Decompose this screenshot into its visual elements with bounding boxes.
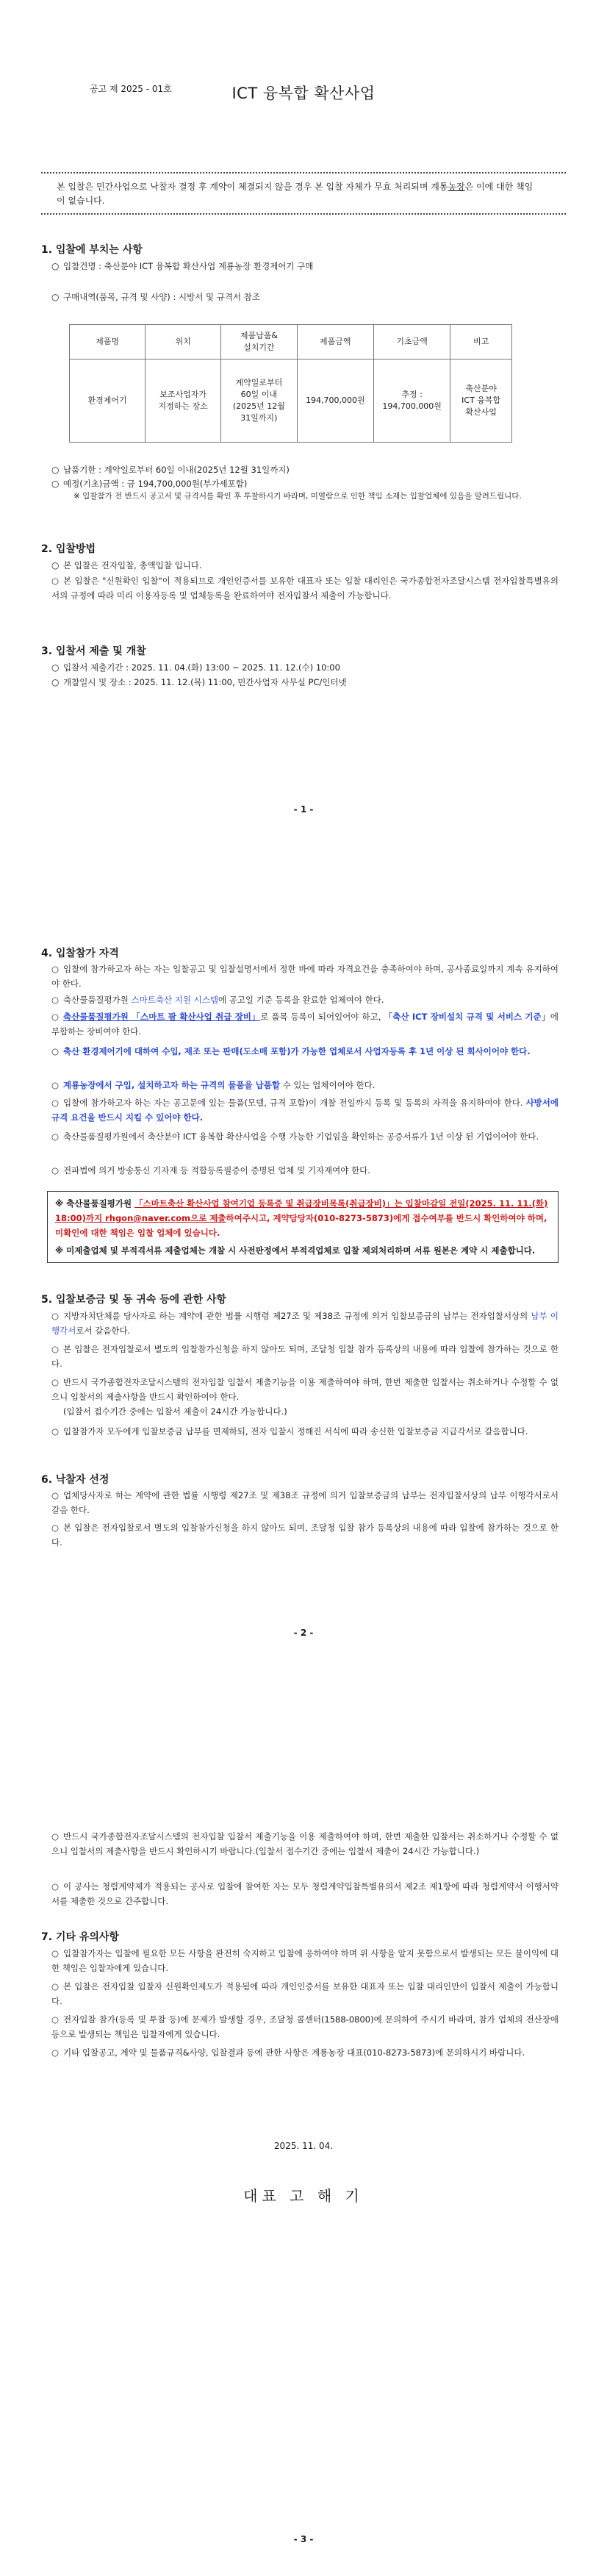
qualification-item: ○ 입찰에 참가하고자 하는 자는 공고문에 있는 물품(모델, 규격 포함)이 개찰 전일까지 등록 및 등록의 자격을 유지하여야 한다. 사방서에 규격 요건을 반드시 지킬 수 있어야 한다. — [51, 1095, 558, 1125]
page-number: - 3 - — [293, 2534, 314, 2544]
qualification-item: ○ 계룡농장에서 구입, 설치하고자 하는 규격의 물품을 납품할 수 있는 업체이어야 한다. — [51, 1078, 558, 1092]
method-item: ○ 본 입찰은 전자입찰, 총액입찰 입니다. — [51, 560, 202, 570]
table-cell: 환경제어기 — [70, 359, 146, 443]
qualification-item: ○ 축산 환경제어기에 대하여 수입, 제조 또는 판매(도소매 포함)가 가능한 업체로서 사업자등록 후 1년 이상 된 회사이어야 한다. — [51, 1044, 558, 1059]
qualification-item: ○ 전파법에 의거 방송통신 기자재 등 적합등록필증이 증명된 업체 및 기자재여야 한다. — [51, 1163, 558, 1178]
circle-bullet-icon: ○ — [51, 2014, 60, 2025]
circle-bullet-icon: ○ — [51, 1311, 60, 1321]
table-header: 제품금액 — [297, 325, 373, 359]
delivery-deadline: ○ 납품기한 : 계약일로부터 60일 이내(2025년 12월 31일까지) — [51, 465, 290, 475]
circle-bullet-icon: ○ — [51, 292, 60, 302]
section-4-heading: 4. 입찰참가 자격 — [41, 948, 119, 959]
notice-item: ○ 기타 입찰공고, 계약 및 물품규격&사양, 입찰결과 등에 관한 사항은 계룡농장 대표(010-8273-5873)에 문의하시기 바랍니다. — [51, 2045, 558, 2060]
table-header: 제품납품& 설치기간 — [221, 325, 298, 359]
winner-item: ○ 업체당사자로 하는 계약에 관한 법률 시행령 제27조 및 제38조 규정에 의거 입찰보증금의 납부는 전자입찰서상의 납부 이행각서로서 갈음 한다. — [51, 1488, 558, 1517]
document-date: 2025. 11. 04. — [273, 2141, 334, 2151]
divider-top — [41, 172, 566, 173]
circle-bullet-icon: ○ — [51, 964, 60, 974]
method-item: ○ 본 입찰은 "신원확인 입찰"이 적용되므로 개인인증서를 보유한 대표자 또는 입찰 대리인은 국가종합전자조달시스템 전자입찰특별유의서의 규정에 따라 미리 이용자등록 및 업체등록을 완료하여야 전자입찰서 제출이 가능합니다. — [51, 573, 558, 603]
notice-item: ○ 전자입찰 참가(등록 및 투찰 등)에 문제가 발생할 경우, 조달청 콜센터(1588-0800)에 문의하여 주시기 바라며, 참가 업체의 전산장애 등으로 발생되는 책임은 입찰자에게 있습니다. — [51, 2012, 558, 2042]
circle-bullet-icon: ○ — [51, 1080, 60, 1090]
circle-bullet-icon: ○ — [51, 1490, 60, 1500]
table-cell: 194,700,000원 — [297, 359, 373, 443]
deposit-item: ○ 본 입찰은 전자입찰로서 별도의 입찰참가신청을 하지 않아도 되며, 조달청 입찰 참가 등록상의 내용에 따라 입찰에 참가하는 것으로 한다. — [51, 1342, 558, 1371]
submission-instructions: ※ 축산물품질평가원 「스마트축산 확산사업 참여기업 등록증 및 취급장비목록(취급장비)」는 입찰마감일 전일(2025. 11. 11.(화) 18:00)까지 rhgon@naver.com으로 제출하여주시고, 계약담당자(010-8273-5873)에게 접수여부를 반드시 확인하여야 하며, 미확인에 대한 책임은 입찰 업체에 있습니다. — [55, 1198, 548, 1238]
opening-date: ○ 개찰일시 및 장소 : 2025. 11. 12.(목) 11:00, 민간사업자 사무실 PC/인터넷 — [51, 677, 347, 687]
intro-notice: 본 입찰은 민간사업으로 낙찰자 결정 후 계약이 체결되지 않을 경우 본 입찰 자체가 무효 처리되며 계통농장은 이에 대한 책임이 없습니다. — [57, 182, 534, 206]
purchase-detail: ○ 구매내역(품목, 규격 및 사양) : 시방서 및 규격서 참조 — [51, 292, 260, 302]
table-header: 비고 — [450, 325, 512, 359]
disqualification-notice: ※ 미제출업체 및 부적격서류 제출업체는 개찰 시 사전판정에서 부적격업체로 입찰 제외처리하며 서류 원본은 계약 시 제출합니다. — [55, 1245, 536, 1256]
circle-bullet-icon: ○ — [51, 2047, 60, 2058]
table-header: 제품명 — [70, 325, 146, 359]
circle-bullet-icon: ○ — [51, 1131, 60, 1142]
circle-bullet-icon: ○ — [51, 1098, 60, 1108]
deposit-item: ○ 입찰참가자 모두에게 입찰보증금 납부를 면제하되, 전자 입찰시 정해진 서식에 따라 송신한 입찰보증금 지급각서로 갈음합니다. — [51, 1424, 558, 1439]
document-title: ICT 융복합 확산사업 — [231, 85, 376, 102]
circle-bullet-icon: ○ — [51, 1523, 60, 1533]
table-header: 기초금액 — [373, 325, 450, 359]
spec-table — [69, 324, 512, 443]
circle-bullet-icon: ○ — [51, 479, 60, 489]
section-2-heading: 2. 입찰방법 — [41, 543, 96, 555]
section-7-heading: 7. 기타 유의사항 — [41, 1931, 119, 1943]
winner-item: ○ 이 공사는 청렴계약제가 적용되는 공사로 입찰에 참여한 자는 모두 청렴계약입찰특별유의서 제2조 제1항에 따라 청렴계약서 이행서약서를 제출한 것으로 간주합니다. — [51, 1879, 558, 1908]
circle-bullet-icon: ○ — [51, 1046, 60, 1056]
circle-bullet-icon: ○ — [51, 1344, 60, 1354]
section-3-heading: 3. 입찰서 제출 및 개찰 — [41, 645, 146, 657]
table-cell: 보조사업자가 지정하는 장소 — [146, 359, 221, 443]
submission-notice-box — [47, 1191, 558, 1263]
circle-bullet-icon: ○ — [51, 560, 60, 570]
notice-item: ○ 입찰참가자는 입찰에 필요한 모든 사항을 완전히 숙지하고 입찰에 응하여야 하며 위 사항을 알지 못함으로서 발생되는 모든 불이익에 대한 책임은 입찰자에게 있습니다. — [51, 1946, 558, 1975]
circle-bullet-icon: ○ — [51, 1981, 60, 1992]
signature: 대표 고 해 기 — [243, 2187, 364, 2205]
deposit-item: ○ 지방자치단체를 당사자로 하는 계약에 관한 법률 시행령 제27조 및 제38조 규정에 의거 입찰보증금의 납부는 전자입찰서상의 납부 이행각서로서 갈음한다. — [51, 1309, 558, 1338]
circle-bullet-icon: ○ — [51, 1165, 60, 1176]
table-cell: 계약일로부터 60일 이내 (2025년 12월 31일까지) — [221, 359, 298, 443]
winner-item: ○ 반드시 국가종합전자조달시스템의 전자입찰 입찰서 제출기능을 이용 제출하여야 하며, 한번 제출한 입찰서는 취소하거나 수정할 수 없으니 입찰서의 제출사항을 반드시 확인하시기 바랍니다.(입찰서 접수기간 중에는 입찰서 제출이 24시간 가능합니다.) — [51, 1829, 558, 1858]
budget-note: ※ 입찰참가 전 반드시 공고서 및 규격서를 확인 후 투찰하시기 바라며, 미열람으로 인한 책임 소재는 입찰업체에 있음을 알려드립니다. — [73, 492, 522, 501]
section-1-heading: 1. 입찰에 부치는 사항 — [41, 244, 143, 256]
deposit-item: ○ 반드시 국가종합전자조달시스템의 전자입찰 입찰서 제출기능을 이용 제출하여야 하며, 한번 제출한 입찰서는 취소하거나 수정할 수 없으니 입찰서의 제출사항을 반드시 확인하여야 한다. (입찰서 접수기간 중에는 입찰서 제출이 24시간 가능합니다.) — [51, 1375, 558, 1419]
circle-bullet-icon: ○ — [51, 1377, 60, 1387]
circle-bullet-icon: ○ — [51, 576, 60, 586]
circle-bullet-icon: ○ — [51, 1948, 60, 1958]
table-header: 위치 — [146, 325, 221, 359]
table-cell: 추정 : 194,700,000원 — [373, 359, 450, 443]
circle-bullet-icon: ○ — [51, 662, 60, 673]
circle-bullet-icon: ○ — [51, 1426, 60, 1437]
table-row — [70, 359, 512, 443]
page-number: - 1 - — [293, 804, 314, 815]
winner-item: ○ 본 입찰은 전자입찰로서 별도의 입찰참가신청을 하지 않아도 되며, 조달청 입찰 참가 등록상의 내용에 따라 입찰에 참가하는 것으로 한다. — [51, 1520, 558, 1550]
qualification-item: ○ 입찰에 참가하고자 하는 자는 입찰공고 및 입찰설명서에서 정한 바에 따라 자격요건을 충족하여야 하며, 공사종료일까지 계속 유지하여야 한다. — [51, 962, 558, 991]
notice-number: 공고 제 2025 - 01호 — [90, 84, 172, 94]
notice-item: ○ 본 입찰은 전자입찰 입찰자 신원확인제도가 적용됨에 따라 개인인증서를 보유한 대표자 또는 입찰 대리인만이 입찰서 제출이 가능합니다. — [51, 1979, 558, 2008]
circle-bullet-icon: ○ — [51, 995, 60, 1005]
qualification-item: ○ 축산물품질평가원 「스마트 팜 확산사업 취급 장비」로 품목 등록이 되어있어야 하고, 「축산 ICT 장비설치 규격 및 서비스 기준」에 부합하는 장비여야 한다. — [51, 1009, 558, 1039]
page-number: - 2 - — [293, 1628, 314, 1638]
circle-bullet-icon: ○ — [51, 1831, 60, 1842]
bid-name: ○ 입찰건명 : 축산분야 ICT 융복합 확산사업 계룡농장 환경제어기 구매 — [51, 261, 314, 271]
circle-bullet-icon: ○ — [51, 465, 60, 475]
section-6-heading: 6. 낙찰자 선정 — [41, 1474, 109, 1486]
submission-period: ○ 입찰서 제출기간 : 2025. 11. 04.(화) 13:00 ~ 2025. 11. 12.(수) 10:00 — [51, 662, 340, 673]
estimated-price: ○ 예정(기초)금액 : 금 194,700,000원(부가세포함) — [51, 479, 248, 489]
section-5-heading: 5. 입찰보증금 및 동 귀속 등에 관한 사항 — [41, 1294, 227, 1306]
circle-bullet-icon: ○ — [51, 1012, 60, 1022]
qualification-item: ○ 축산물품질평가원 스마트축산 지원 시스템에 공고일 기준 등록을 완료한 업체여야 한다. — [51, 992, 558, 1007]
table-cell: 축산분야 ICT 융복합 확산사업 — [450, 359, 512, 443]
circle-bullet-icon: ○ — [51, 677, 60, 687]
circle-bullet-icon: ○ — [51, 1881, 60, 1892]
qualification-item: ○ 축산물품질평가원에서 축산분야 ICT 융복합 확산사업을 수행 가능한 기업임을 확인하는 공증서류가 1년 이상 된 기업이어야 한다. — [51, 1129, 558, 1144]
circle-bullet-icon: ○ — [51, 261, 60, 271]
divider-bottom — [41, 213, 566, 215]
